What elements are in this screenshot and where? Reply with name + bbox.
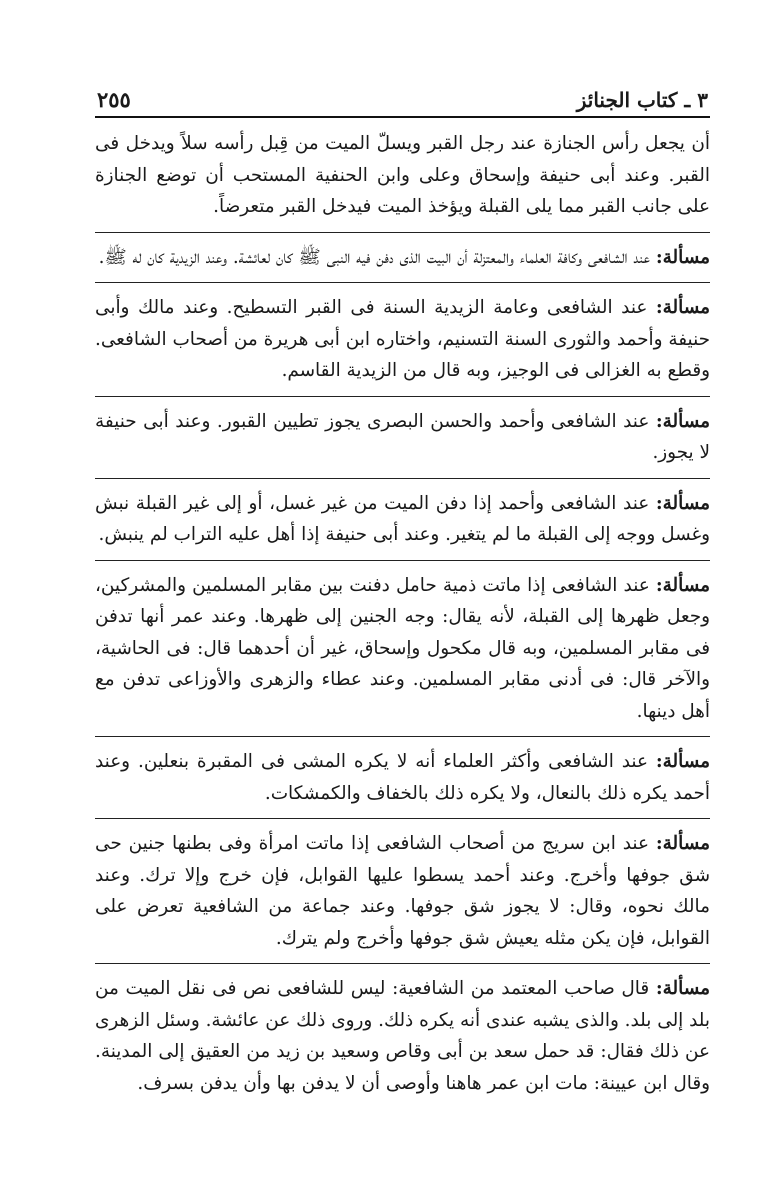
masala-keyword: مسألة: [655,246,710,268]
masala-text: عند الشافعى وأحمد والحسن البصرى يجوز تطيين القبور. وعند أبى حنيفة لا يجوز. [95,410,710,463]
masala-paragraph [95,242,710,274]
masala-text: عند الشافعى وكافة العلماء والمعتزلة أن البيت الذى دفن فيه النبى ﷺ كان لعائشة. وعند الزيدية كان له ﷺ. [98,246,651,268]
intro-paragraph [95,128,710,223]
masala-keyword: مسألة: [655,833,710,854]
section-divider [95,282,710,283]
section-divider [95,736,710,737]
masala-keyword: مسألة: [655,978,710,999]
masala-paragraph [95,292,710,387]
section-divider [95,560,710,561]
intro-line: وعند أبى حنيفة وإسحاق وعلى وابن الحنفية المستحب أن توضع الجنازة على جانب [95,164,710,217]
page-header [95,72,710,118]
running-title: ٣ ـ كتاب الجنائز [576,88,708,112]
masala-text: عند الشافعى وأكثر العلماء أنه لا يكره المشى فى المقبرة بنعلين. وعند أحمد يكره ذلك بالنعال، ولا يكره ذلك بالخفاف والكمشكات. [95,751,710,804]
masala-keyword: مسألة: [655,574,710,596]
masala-paragraph [95,406,710,469]
masala-text: قال صاحب المعتمد من الشافعية: ليس للشافعى نص فى نقل الميت من بلد إلى بلد. والذى يشبه عندى أنه يكره ذلك. وروى ذلك عن عائشة. وسئل الزهرى عن ذلك فقال: قد حمل سعد بن أبى وقاص وسعيد بن زيد من العقيق إلى المدينة. وقال ابن عيينة: مات ابن عمر هاهنا وأوصى أن لا يدفن بها وأن يدفن بسرف. [95,978,710,1094]
masala-text: عند ابن سريج من أصحاب الشافعى إذا ماتت امرأة وفى بطنها جنين حى شق جوفها وأخرج. وعند أحمد يسطوا عليها القوابل، فإن خرج وإلا ترك. وعند مالك نحوه، وقال: لا يجوز شق جوفها. وعند جماعة من الشافعية تعرض على القوابل، فإن يكن مثله يعيش شق جوفها وأخرج ولم يترك. [95,833,710,949]
masala-keyword: مسألة: [655,492,710,514]
masala-paragraph [95,973,710,1099]
page-number: ٢٥٥ [97,87,131,112]
masala-text: عند الشافعى وأحمد إذا دفن الميت من غير غسل، أو إلى غير القبلة نبش وغسل ووجه إلى القبلة ما لم يتغير. وعند أبى حنيفة إذا أهل عليه التراب لم ينبش. [95,492,710,545]
masala-text: عند الشافعى وعامة الزيدية السنة فى القبر التسطيح. وعند مالك وأبى حنيفة وأحمد والثورى السنة التسنيم، واختاره ابن أبى هريرة من أصحاب الشافعى. وقطع به الغزالى فى الوجيز، وبه قال من الزيدية القاسم. [95,297,710,381]
intro-line: أن يجعل رأس الجنازة عند رجل القبر ويسلّ الميت من قِبل رأسه سلاً ويدخل فى القبر. [95,133,710,186]
section-divider [95,478,710,479]
intro-line: القبر مما يلى القبلة ويؤخذ الميت فيدخل القبر متعرضاً. [213,196,626,217]
section-divider [95,396,710,397]
page-body [95,118,710,1099]
section-divider [95,232,710,233]
masala-paragraph [95,570,710,728]
book-page [95,72,710,1099]
section-divider [95,818,710,819]
masala-keyword: مسألة: [655,410,710,432]
section-divider [95,963,710,964]
masala-paragraph [95,746,710,809]
masala-text: عند الشافعى إذا ماتت ذمية حامل دفنت بين مقابر المسلمين والمشركين، وجعل ظهرها إلى القبلة، لأنه يقال: وجه الجنين إلى ظهرها. وعند عمر أنها تدفن فى مقابر المسلمين، وبه قال مكحول وإسحاق، غير أن أحدهما قال: فى الحاشية، والآخر قال: فى أدنى مقابر المسلمين. وعند عطاء والزهرى والأوزاعى تدفن مع أهل دينها. [95,574,710,722]
masala-paragraph [95,828,710,954]
masala-keyword: مسألة: [655,751,710,772]
masala-paragraph [95,488,710,551]
masala-keyword: مسألة: [655,297,710,318]
